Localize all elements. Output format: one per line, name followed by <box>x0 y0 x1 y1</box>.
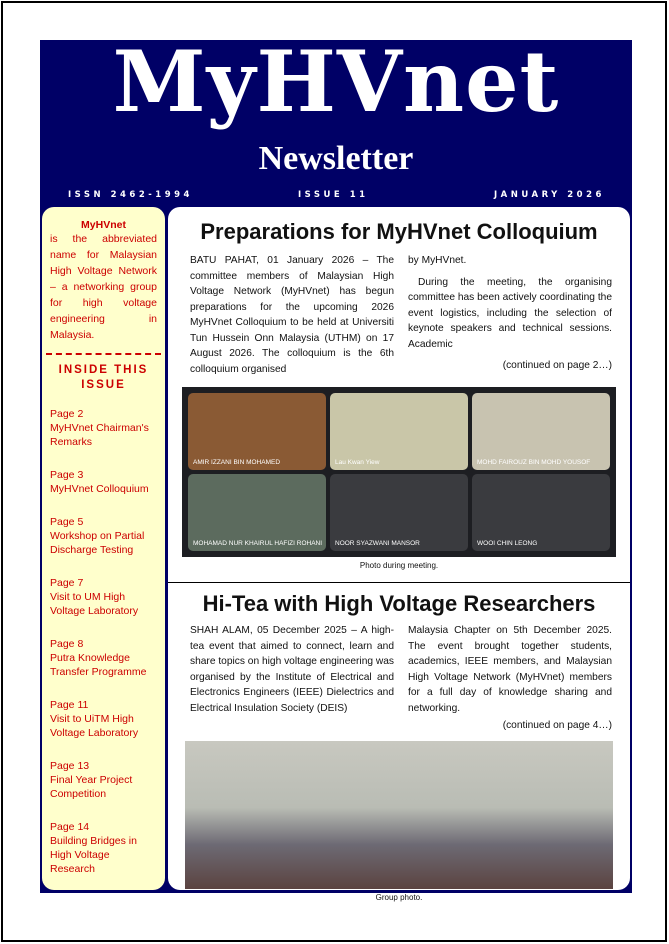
toc-title: Building Bridges in High Voltage Research <box>50 835 137 875</box>
sidebar-brand: MyHVnet <box>81 219 126 231</box>
toc-page: Page 13 <box>50 760 90 772</box>
photo-caption: Photo during meeting. <box>359 561 439 570</box>
toc-page: Page 2 <box>50 408 84 420</box>
toc-title: Visit to UiTM High Voltage Laboratory <box>50 713 139 739</box>
toc-page: Page 5 <box>50 516 84 528</box>
article-text: Malaysia Chapter on 5th December 2025. The event brought together students, academics, IEEE members, and Malaysian High Voltage Network (MyHVnet) members for a full day of knowledge sharing and networking. <box>408 625 612 714</box>
continued-link[interactable]: (continued on page 4…) <box>502 720 612 731</box>
article-text: by MyHVnet. <box>408 255 467 266</box>
participant-tile <box>472 393 610 470</box>
meeting-photo <box>182 387 616 557</box>
article-text: SHAH ALAM, 05 December 2025 – A high-tea event that aimed to connect, learn and share topics on high voltage engineering was organised by the Institute of Electrical and Electronics Engineers (IEEE) Dielectrics and Electrical Insulation Society (DEIS) <box>190 625 394 714</box>
toc-title: Visit to UM High Voltage Laboratory <box>50 591 139 617</box>
toc-item[interactable] <box>50 407 157 449</box>
participant-tile <box>330 393 468 470</box>
participant-tile <box>188 393 326 470</box>
toc-title: Workshop on Partial Discharge Testing <box>50 530 145 556</box>
divider <box>46 353 161 355</box>
participant-tile <box>330 474 468 551</box>
participant-name: Lau Kwan Yiew <box>335 459 380 466</box>
toc-page: Page 11 <box>50 699 89 711</box>
issue-number: ISSUE 11 <box>298 190 369 200</box>
toc-title: MyHVnet Chairman's Remarks <box>50 422 149 448</box>
toc-page: Page 14 <box>50 821 90 833</box>
participant-name: MOHAMAD NUR KHAIRUL HAFIZI ROHANI <box>193 540 323 547</box>
participant-name: WOOI CHIN LEONG <box>477 540 538 547</box>
toc-page: Page 7 <box>50 577 84 589</box>
photo-caption: Group photo. <box>375 893 423 902</box>
toc-item[interactable] <box>50 468 157 496</box>
toc-item[interactable] <box>50 637 157 679</box>
toc-item[interactable] <box>50 515 157 557</box>
issue-date: JANUARY 2026 <box>494 190 605 200</box>
issn: ISSN 2462-1994 <box>68 190 193 200</box>
article-headline: Hi-Tea with High Voltage Researchers <box>202 591 596 616</box>
participant-name: NOOR SYAZWANI MANSOR <box>335 540 420 547</box>
toc-title: Putra Knowledge Transfer Programme <box>50 652 147 678</box>
masthead-subtitle: Newsletter <box>258 140 414 177</box>
participant-tile <box>472 474 610 551</box>
inside-heading: INSIDE THIS ISSUE <box>58 364 149 391</box>
participant-name: AMIR IZZANI BIN MOHAMED <box>193 459 281 466</box>
group-photo <box>185 741 613 889</box>
newsletter-page <box>40 32 632 902</box>
participant-tile <box>188 474 326 551</box>
toc-item[interactable] <box>50 820 157 876</box>
article-headline: Preparations for MyHVnet Colloquium <box>200 219 598 244</box>
toc-item[interactable] <box>50 698 157 740</box>
divider <box>168 582 630 583</box>
masthead-title: MyHVnet <box>112 32 560 131</box>
article-text: BATU PAHAT, 01 January 2026 – The committee members of Malaysian High Voltage Network (MyHVnet) has begun preparations for the upcoming 2026 MyHVnet Colloquium to be held at Universiti Tun Hussein Onn Malaysia (UTHM) on 17 August 2026. The colloquium is the 6th colloquium organised <box>190 255 394 375</box>
participant-name: MOHD FAIROUZ BIN MOHD YOUSOF <box>477 459 591 466</box>
toc-item[interactable] <box>50 759 157 801</box>
article-text: During the meeting, the organising committee has been actively coordinating the event logistics, including the selection of keynote speakers and technical sessions. Academic <box>408 276 612 350</box>
sidebar-description: is the abbreviated name for Malaysian High Voltage Network – a networking group for high voltage engineering in Malaysia. <box>50 233 157 341</box>
sidebar <box>42 207 165 890</box>
continued-link[interactable]: (continued on page 2…) <box>502 360 612 371</box>
toc-title: Final Year Project Competition <box>50 774 133 800</box>
toc-item[interactable] <box>50 576 157 618</box>
toc-page: Page 8 <box>50 638 84 650</box>
main-content <box>168 207 630 902</box>
toc-page: Page 3 <box>50 469 84 481</box>
toc-title: MyHVnet Colloquium <box>50 483 149 495</box>
